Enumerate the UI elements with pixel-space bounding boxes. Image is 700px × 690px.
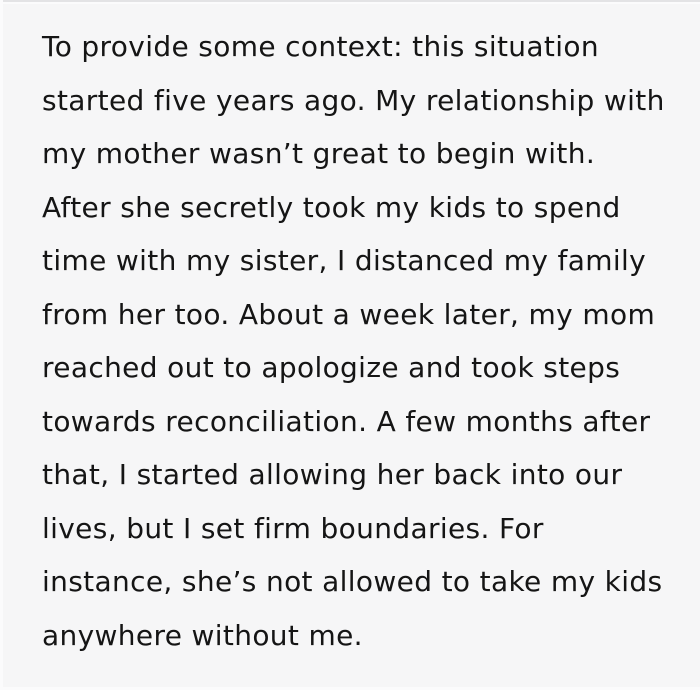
text-line: started five years ago. My relationship with — [42, 83, 665, 117]
text-line: instance, she’s not allowed to take my kids — [42, 565, 663, 598]
text-line: towards reconciliation. A few months after — [42, 404, 651, 438]
text-line: that, I started allowing her back into our — [42, 458, 623, 491]
text-line: reached out to apologize and took steps — [42, 351, 621, 384]
text-line: After she secretly took my kids to spend — [42, 190, 621, 224]
quote-paragraph — [42, 20, 680, 662]
text-line: anywhere without me. — [42, 618, 363, 652]
left-edge-highlight — [0, 0, 3, 690]
text-line: my mother wasn’t great to begin with. — [42, 137, 596, 170]
text-line: time with my sister, I distanced my family — [42, 244, 647, 277]
top-border — [0, 0, 700, 4]
text-line: lives, but I set firm boundaries. For — [42, 511, 544, 545]
text-line: from her too. About a week later, my mom — [42, 297, 656, 331]
text-line: To provide some context: this situation — [42, 30, 599, 63]
